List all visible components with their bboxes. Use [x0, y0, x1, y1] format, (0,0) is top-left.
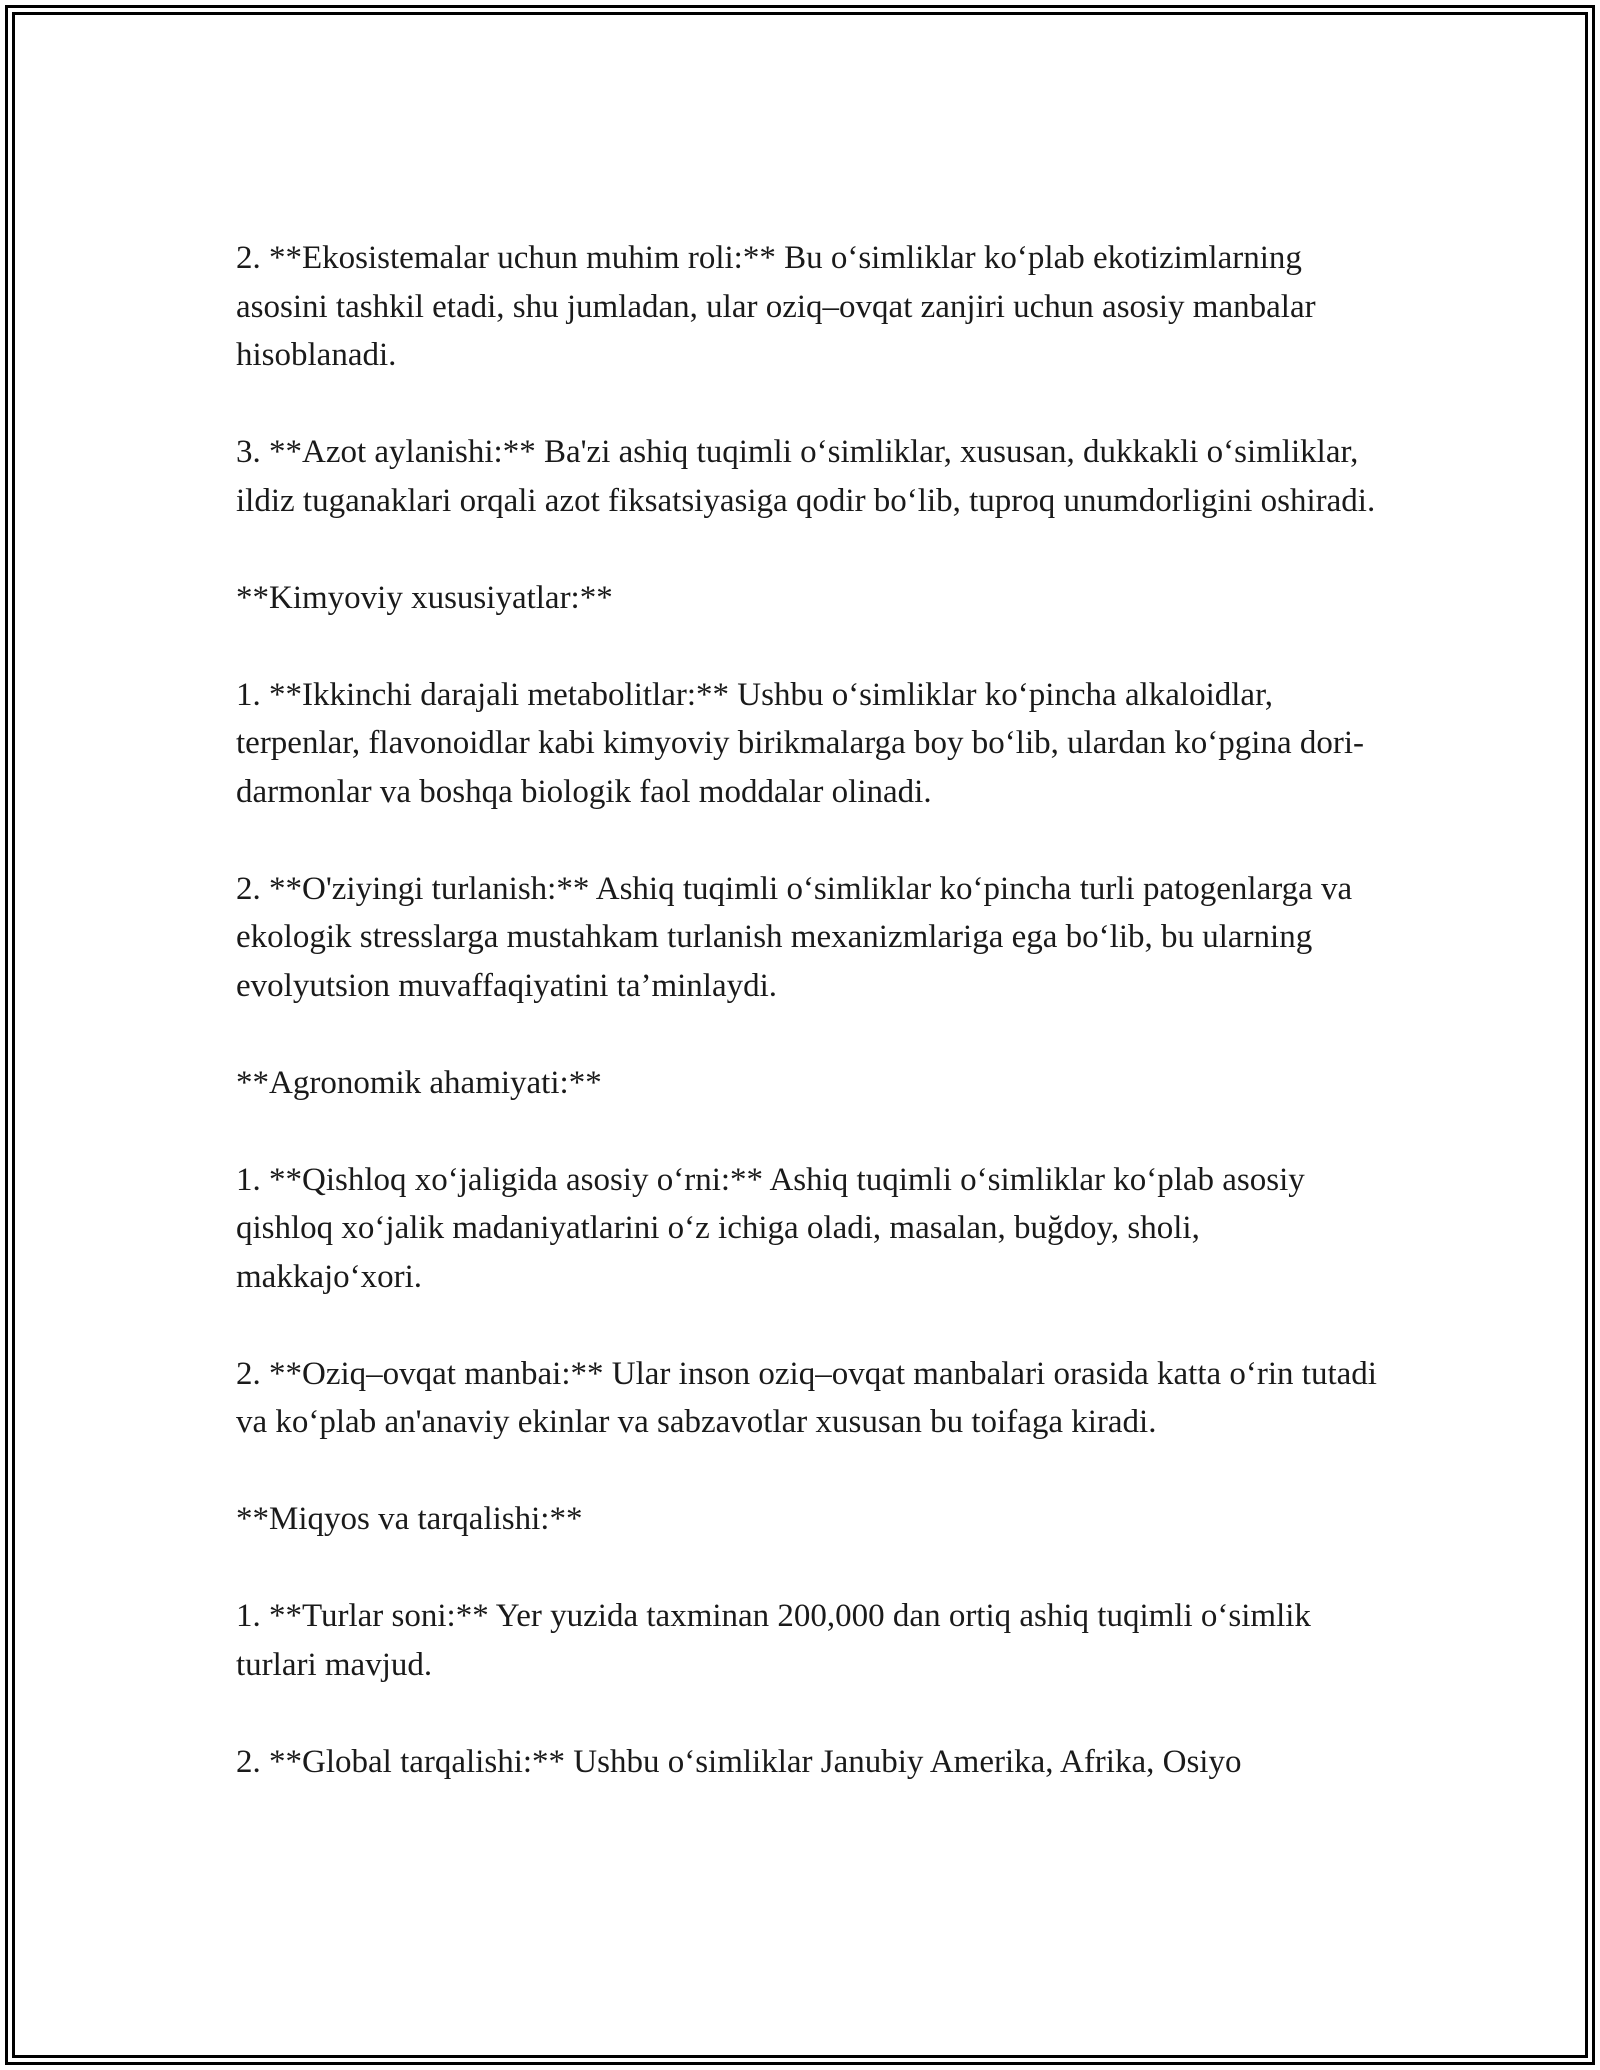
heading-kimyoviy-xususiyatlar: **Kimyoviy xususiyatlar:**: [236, 579, 613, 616]
paragraph-oziyingi-turlanish: 2. **O'ziyingi turlanish:** Ashiq tuqimli o‘simliklar ko‘pincha turli patogenlarga va ekologik stresslarga mustahkam turlanish mexanizmlariga ega bo‘lib, bu ularning evolyutsion muvaffaqiyatini ta’minlaydi.: [236, 870, 1353, 1004]
paragraph-ekosistema-roli: 2. **Ekosistemalar uchun muhim roli:** Bu o‘simliklar ko‘plab ekotizimlarning asosini tashkil etadi, shu jumladan, ular oziq–ovqat zanjiri uchun asosiy manbalar hisoblanadi.: [236, 240, 1316, 373]
heading-miqyos-tarqalishi: **Miqyos va tarqalishi:**: [236, 1501, 583, 1537]
paragraph-azot-aylanishi: 3. **Azot aylanishi:** Ba'zi ashiq tuqimli o‘simliklar, xususan, dukkakli o‘simliklar, ildiz tuganaklari orqali azot fiksatsiyasiga qodir bo‘lib, tuproq unumdorligini oshiradi.: [236, 434, 1376, 519]
paragraph-qishloq-xojaligi: 1. **Qishloq xo‘jaligida asosiy o‘rni:** Ashiq tuqimli o‘simliklar ko‘plab asosiy qishloq xo‘jalik madaniyatlarini o‘z ichiga oladi, masalan, buğdoy, sholi, makkajo‘xori.: [236, 1161, 1305, 1295]
paragraph-oziq-ovqat-manbai: 2. **Oziq–ovqat manbai:** Ular inson oziq–ovqat manbalari orasida katta o‘rin tutadi va ko‘plab an'anaviy ekinlar va sabzavotlar xususan bu toifaga kiradi.: [236, 1355, 1377, 1440]
heading-agronomik-ahamiyati: **Agronomik ahamiyati:**: [236, 1064, 602, 1101]
paragraph-global-tarqalishi: 2. **Global tarqalishi:** Ushbu o‘simliklar Janubiy Amerika, Afrika, Osiyo: [236, 1743, 1242, 1780]
paragraph-turlar-soni: 1. **Turlar soni:** Yer yuzida taxminan 200,000 dan ortiq ashiq tuqimli o‘simlik turlari mavjud.: [236, 1598, 1311, 1683]
paragraph-ikkinchi-metabolitlar: 1. **Ikkinchi darajali metabolitlar:** Ushbu o‘simliklar ko‘pincha alkaloidlar, terpenlar, flavonoidlar kabi kimyoviy birikmalarga boy bo‘lib, ulardan ko‘pgina dori-darmonlar va boshqa biologik faol moddalar olinadi.: [236, 676, 1365, 810]
document-body: [236, 234, 1386, 1786]
